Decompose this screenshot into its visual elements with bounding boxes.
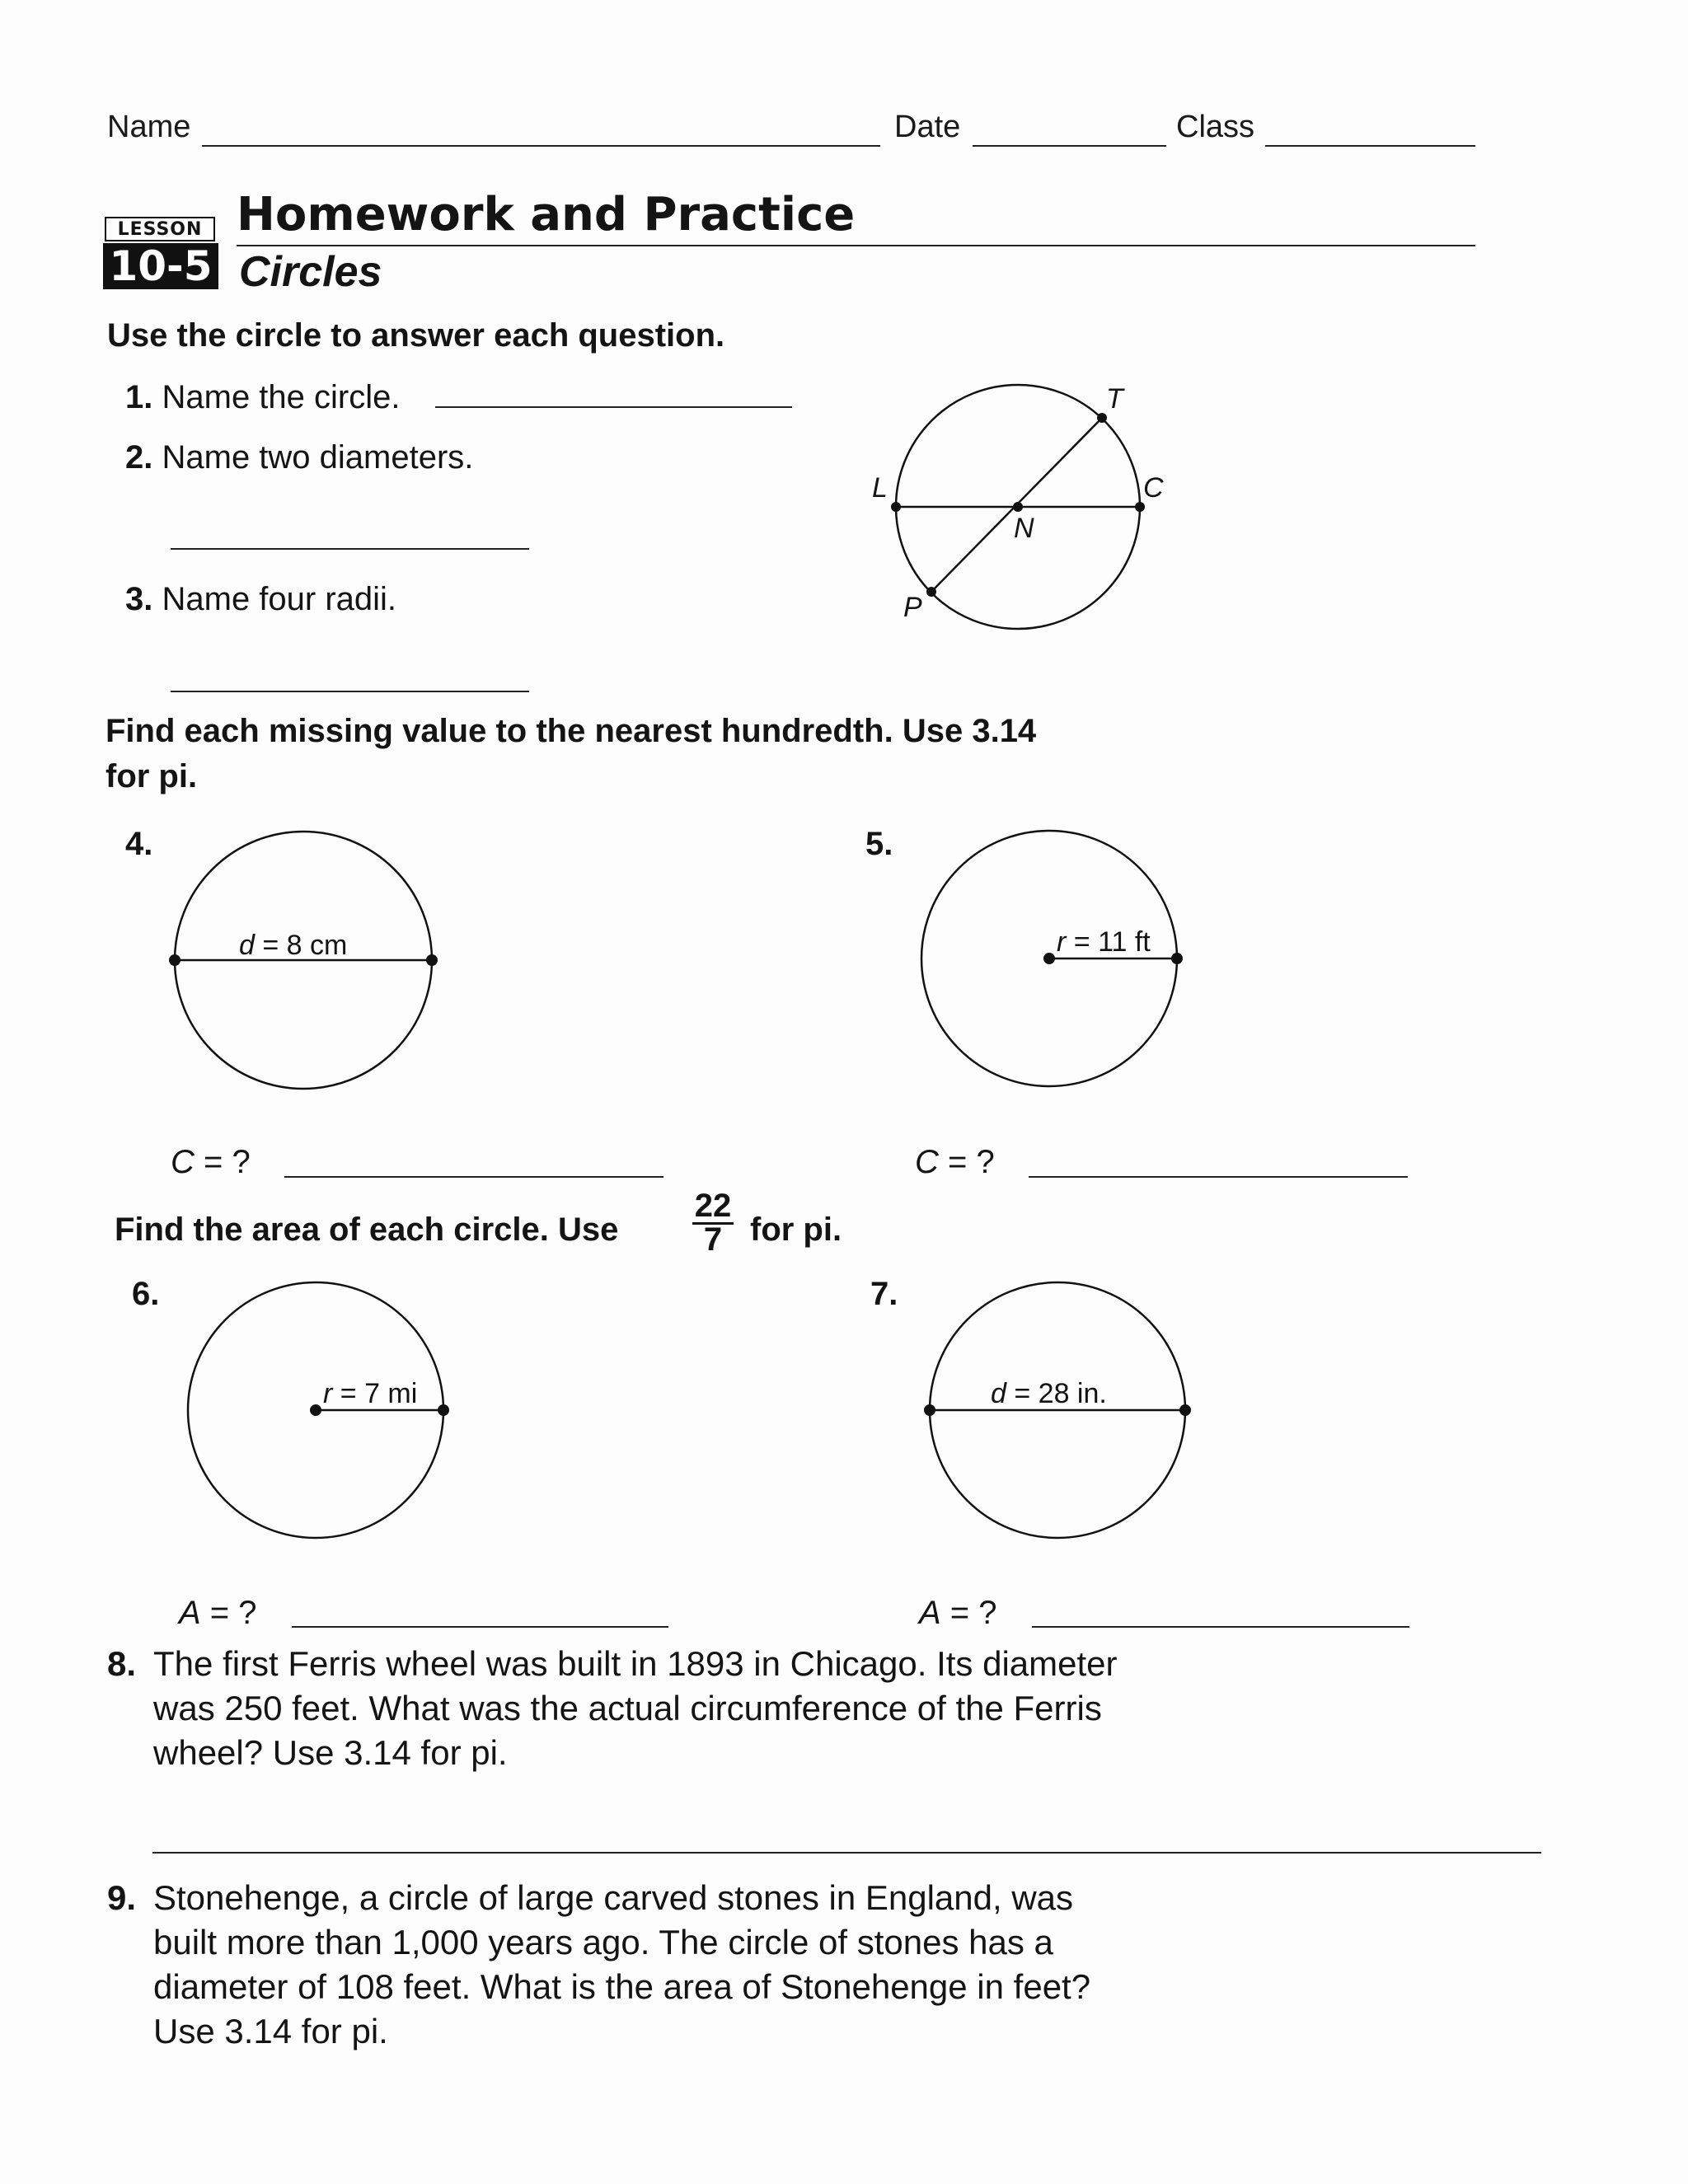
text-line: built more than 1,000 years ago. The circle of stones has a (153, 1923, 1053, 1961)
question-number: 1. (125, 379, 153, 415)
measure-label: d = 8 cm (239, 930, 348, 961)
question-1 (125, 379, 400, 416)
problem-5-number: 5. (865, 826, 893, 862)
problem-8-text (153, 1642, 1118, 1775)
lesson-number: 10-5 (103, 243, 218, 289)
question-text: Name the circle. (162, 379, 401, 415)
problem-5-answer-label: C = ? (915, 1144, 995, 1180)
name-field[interactable] (202, 145, 880, 147)
problem-9-text (153, 1876, 1090, 2054)
endpoint (426, 954, 438, 966)
section1-instruction: Use the circle to answer each question. (107, 317, 725, 354)
problem-7-answer-label: A = ? (919, 1595, 997, 1631)
problem-5-answer-line[interactable] (1029, 1176, 1408, 1178)
date-label: Date (894, 110, 961, 144)
center-point (310, 1404, 321, 1416)
fraction-denominator: 7 (692, 1222, 734, 1254)
class-field[interactable] (1265, 145, 1475, 147)
answer-line-3[interactable] (171, 691, 529, 692)
problem-8-number: 8. (107, 1644, 137, 1683)
measure-label: r = 7 mi (323, 1378, 418, 1409)
page-subtitle: Circles (239, 248, 382, 296)
name-label: Name (107, 110, 191, 144)
problem-6-answer-line[interactable] (292, 1626, 668, 1628)
label-c: C (1143, 472, 1164, 504)
text-line: wheel? Use 3.14 for pi. (153, 1733, 508, 1772)
section3-instruction-post: for pi. (750, 1212, 842, 1248)
section2-instruction-line2: for pi. (106, 758, 198, 794)
endpoint (438, 1404, 449, 1416)
pi-fraction (692, 1188, 734, 1258)
label-n: N (1014, 513, 1034, 544)
problem-8-answer-line[interactable] (152, 1852, 1541, 1854)
circle-n-figure (849, 371, 1195, 651)
measure-label: d = 28 in. (991, 1378, 1107, 1409)
endpoint (169, 954, 181, 966)
text-line: Stonehenge, a circle of large carved stones in England, was (153, 1878, 1074, 1917)
label-p: P (903, 592, 922, 623)
point-n (1013, 502, 1023, 512)
date-field[interactable] (973, 145, 1166, 147)
page-title: Homework and Practice (237, 188, 856, 241)
question-text: Name four radii. (162, 581, 397, 617)
problem-7-number: 7. (870, 1276, 898, 1312)
fraction-numerator: 22 (694, 1188, 732, 1224)
problem-4-answer-line[interactable] (284, 1176, 663, 1178)
endpoint (924, 1404, 935, 1416)
question-text: Name two diameters. (162, 439, 474, 476)
problem-6-number: 6. (132, 1276, 160, 1312)
question-2 (125, 439, 473, 476)
problem-4-number: 4. (125, 826, 153, 862)
answer-line-2[interactable] (171, 548, 529, 550)
problem-5-figure (915, 824, 1195, 1096)
label-l: L (872, 472, 888, 504)
problem-7-answer-line[interactable] (1032, 1626, 1409, 1628)
lesson-tag: LESSON (105, 217, 215, 241)
endpoint (1171, 953, 1183, 964)
section3-instruction-pre: Find the area of each circle. Use (115, 1212, 619, 1248)
label-t: T (1106, 383, 1123, 415)
text-line: diameter of 108 feet. What is the area of Stonehenge in feet? (153, 1967, 1091, 2006)
question-number: 2. (125, 439, 153, 476)
text-line: The first Ferris wheel was built in 1893 in Chicago. Its diameter (153, 1644, 1118, 1683)
measure-label: r = 11 ft (1057, 926, 1151, 958)
section2-instruction-line1: Find each missing value to the nearest hundredth. Use 3.14 (106, 713, 1037, 749)
problem-4-answer-label: C = ? (171, 1144, 251, 1180)
answer-line-1[interactable] (435, 406, 792, 408)
point-l (891, 502, 901, 512)
center-point (1043, 953, 1055, 964)
point-p (926, 587, 936, 597)
class-label: Class (1176, 110, 1255, 144)
question-number: 3. (125, 581, 153, 617)
problem-6-figure (181, 1276, 462, 1548)
problem-4-figure (165, 824, 445, 1096)
problem-7-figure (919, 1276, 1199, 1548)
text-line: Use 3.14 for pi. (153, 2012, 388, 2050)
question-3 (125, 581, 396, 618)
title-rule (237, 245, 1475, 246)
problem-6-answer-label: A = ? (179, 1595, 257, 1631)
problem-9-number: 9. (107, 1878, 137, 1917)
endpoint (1179, 1404, 1191, 1416)
text-line: was 250 feet. What was the actual circumference of the Ferris (153, 1689, 1102, 1727)
